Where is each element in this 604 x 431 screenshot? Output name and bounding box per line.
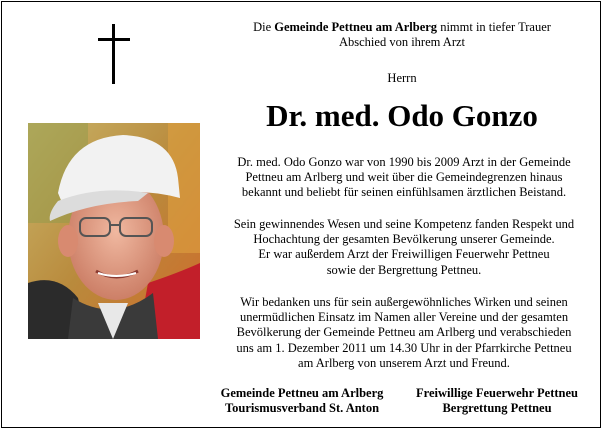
cross-icon xyxy=(98,24,130,84)
portrait-photo xyxy=(28,123,200,339)
paragraph-3: Wir bedanken uns für sein außergewöhnliches Wirken und seinen unermüdlichen Einsatz im Namen aller Vereine und der gesamten Bevölkerung der Gemeinde Pettneu am Arlberg und verabschieden uns am 1. Dezember 2011 um 14.30 Uhr in der Pfarrkirche Pettneu am Arlberg von unserem Arzt und Freund. xyxy=(236,295,572,370)
deceased-name: Dr. med. Odo Gonzo xyxy=(266,98,538,133)
paragraph-1: Dr. med. Odo Gonzo war von 1990 bis 2009 Arzt in der Gemeinde Pettneu am Arlberg und weit über die Gemeindegrenzen hinaus bekannt und beliebt für seinen einfühlsamen ärztlichen Beistand. xyxy=(237,155,571,200)
signature-fire-brigade: Freiwillige Feuerwehr Pettneu Bergrettung Pettneu xyxy=(416,386,578,415)
intro-text: Die Gemeinde Pettneu am Arlberg nimmt in tiefer Trauer Abschied von ihrem Arzt xyxy=(253,20,551,49)
salutation: Herrn xyxy=(387,71,417,85)
signature-municipality: Gemeinde Pettneu am Arlberg Tourismusverband St. Anton xyxy=(220,386,384,415)
obituary-notice xyxy=(1,1,601,428)
municipality-name: Gemeinde Pettneu am Arlberg xyxy=(274,20,438,34)
paragraph-2: Sein gewinnendes Wesen und seine Kompetenz fanden Respekt und Hochachtung der gesamten Bevölkerung unserer Gemeinde. Er war außerdem Arzt der Freiwilligen Feuerwehr Pettneu sowie der Bergrettung Pettneu. xyxy=(233,217,575,277)
